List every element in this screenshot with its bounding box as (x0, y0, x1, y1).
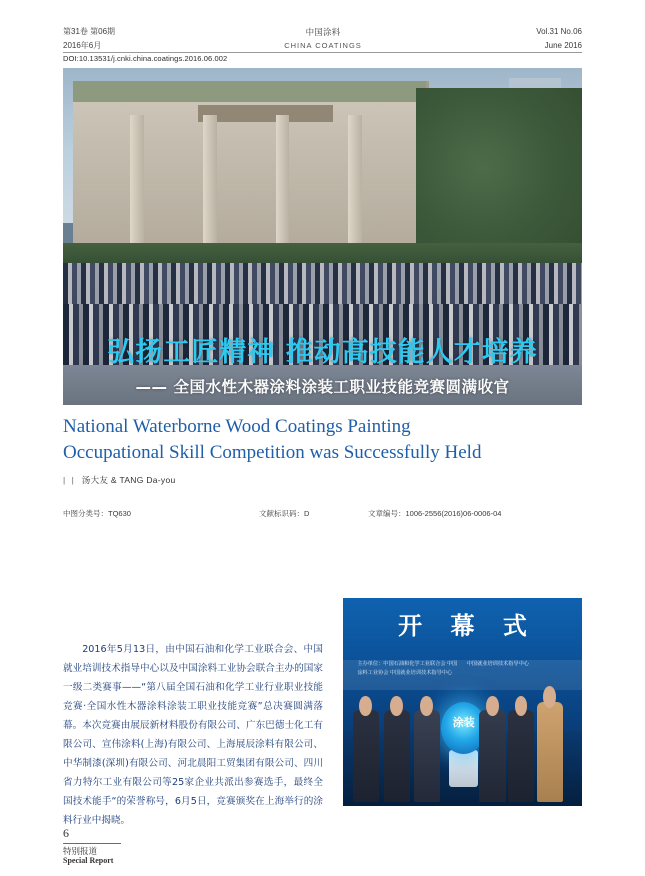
author-name: 汤大友 & TANG Da-you (81, 475, 176, 485)
photo2-sponsor-right: 中国就业培训技术指导中心 (466, 661, 529, 668)
hero-subtitle-cn: —— 全国水性木器涂料涂装工职业技能竞赛圆满收官 (135, 378, 510, 396)
header-center (233, 26, 413, 52)
photo2-person (384, 710, 410, 802)
ceremony-photo (343, 598, 582, 806)
header-left (63, 26, 243, 52)
photo2-person (479, 710, 505, 802)
photo2-person (353, 710, 379, 802)
photo-column (130, 115, 143, 250)
section-name-cn: 特别报道 (63, 847, 98, 857)
footer-divider (63, 843, 121, 844)
article-id: 文章编号：1006-2556(2016)06-0006-04 (368, 509, 502, 518)
photo-column (276, 115, 289, 250)
photo-column (203, 115, 216, 250)
photo2-pedestal (449, 750, 478, 787)
volume-issue: 第31卷 第06期 (63, 27, 116, 36)
photo2-banner-title: 开 幕 式 (398, 612, 537, 641)
article-body (63, 640, 323, 830)
photo2-sponsor-left: 主办单位：中国石油和化学工业联合会 中国涂料工业协会 中国就业培训技术指导中心 (357, 661, 458, 677)
volume-issue-en: Vol.31 No.06 (536, 27, 582, 36)
header-divider (63, 52, 582, 53)
photo2-person (537, 702, 563, 802)
hero-title-cn: 弘扬工匠精神 推动高技能人才培养 (107, 337, 538, 368)
photo-signboard (198, 105, 333, 122)
author-bars: | | (63, 475, 76, 485)
article-title-en (63, 414, 582, 466)
journal-title-cn: 中国涂料 (305, 27, 341, 37)
hero-photo (63, 68, 582, 405)
photo2-person (414, 710, 440, 802)
header-right (422, 26, 582, 52)
page-number: 6 (63, 826, 69, 840)
photo2-sponsors (357, 660, 567, 678)
article-title-en-line1: National Waterborne Wood Coatings Painting (63, 416, 411, 437)
document-code: 文献标识码：D (259, 509, 310, 518)
doi-text: DOI:10.13531/j.cnki.china.coatings.2016.06.002 (63, 54, 228, 63)
article-author (63, 474, 582, 486)
article-title-en-line2: Occupational Skill Competition was Successfully Held (63, 442, 482, 463)
journal-title-en: CHINA COATINGS (284, 41, 362, 50)
issue-date-en: June 2016 (544, 41, 582, 50)
photo2-person (508, 710, 534, 802)
photo-column (348, 115, 361, 250)
classification-line (63, 508, 582, 520)
issue-date-cn: 2016年6月 (63, 41, 102, 50)
photo-building-roof (73, 81, 426, 101)
body-paragraph: 2016年5月13日，由中国石油和化学工业联合会、中国就业培训技术指导中心以及中国涂料工业协会联合主办的国家一级二类赛事——“第八届全国石油和化学工业行业职业技能竞赛·全国水性木器涂料涂装工职业技能竞赛”总决赛圆满落幕。本次竞赛由展辰新材料股份有限公司、广东巴德士化工有限公司、宣伟涂料(上海)有限公司、上海展辰涂料有限公司、中华制漆(深圳)有限公司、河北晨阳工贸集团有限公司、四川省力特尔工业有限公司等25家企业共派出参赛选手，最终全国技术能手“的荣誉称号，6月5日，竞赛颁奖在上海举行的涂料行业中揭晓。 (63, 644, 323, 826)
classification-number: 中图分类号：TQ630 (63, 509, 131, 518)
photo2-orb-text: 涂装 (452, 716, 475, 730)
section-name-en: Special Report (63, 856, 114, 865)
